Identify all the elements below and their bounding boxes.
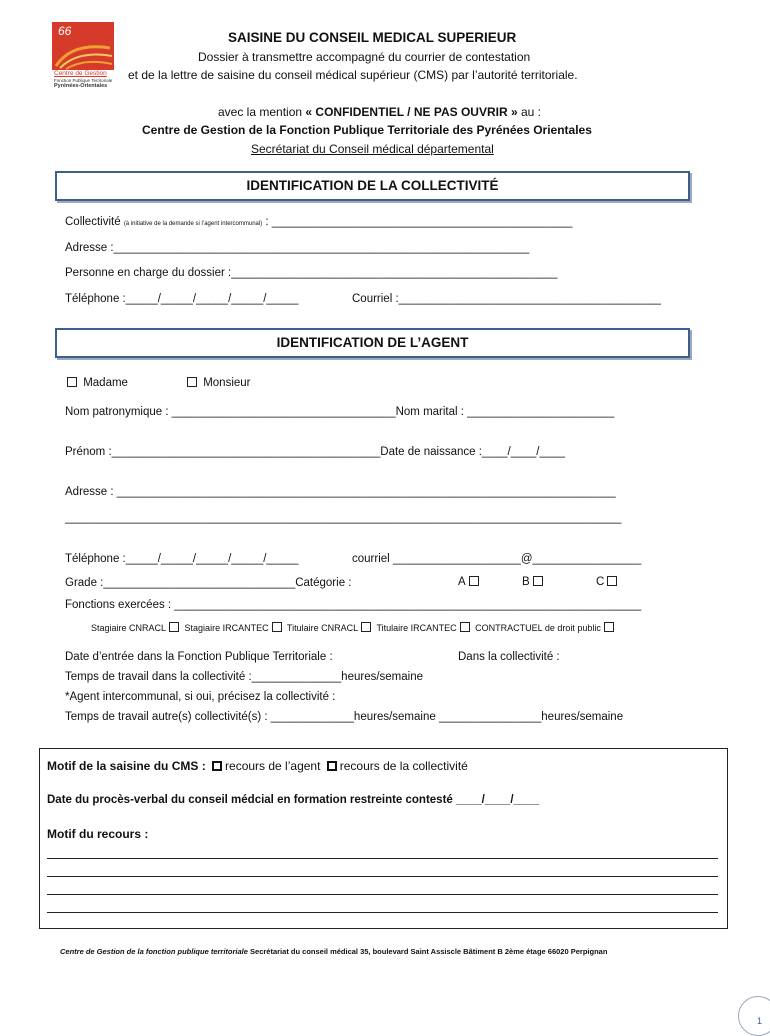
agent-adresse-field[interactable]: Adresse : ______________________________________________________________________________: [65, 486, 616, 498]
statut-stagiaire-ircantec[interactable]: Stagiaire IRCANTEC: [185, 623, 285, 633]
logo-subtitle: Fonction Publique Territoriale: [54, 78, 113, 83]
recours-collectivite-option[interactable]: recours de la collectivité: [324, 759, 468, 773]
logo-number: 66: [58, 24, 72, 38]
statut-options: [91, 622, 617, 633]
header-line-2: et de la lettre de saisine du conseil médical supérieur (CMS) par l’autorité territoriale.: [128, 68, 578, 82]
fonctions-field[interactable]: Fonctions exercées : _________________________________________________________________________: [65, 599, 642, 611]
categorie-a-option[interactable]: A: [458, 576, 482, 588]
statut-contractuel[interactable]: CONTRACTUEL de droit public: [475, 623, 617, 633]
header-line-4: Centre de Gestion de la Fonction Publique Territoriale des Pyrénées Orientales: [142, 123, 592, 137]
categorie-c-option[interactable]: C: [596, 576, 620, 588]
temps-travail-field[interactable]: Temps de travail dans la collectivité :______________heures/semaine: [65, 671, 424, 683]
recours-agent-option[interactable]: recours de l’agent: [209, 759, 320, 773]
collectivite-field[interactable]: Collectivité (à initiative de la demande si l’agent intercommunal) : _______________________________________________: [65, 216, 573, 228]
statut-stagiaire-cnracl[interactable]: Stagiaire CNRACL: [91, 623, 182, 633]
statut-titulaire-ircantec[interactable]: Titulaire IRCANTEC: [376, 623, 472, 633]
statut-checkbox[interactable]: [169, 622, 179, 632]
section-heading-collectivite: IDENTIFICATION DE LA COLLECTIVITÉ: [55, 171, 690, 201]
date-entree-collectivite-field[interactable]: Dans la collectivité :: [458, 651, 560, 663]
page-number-badge: 1: [738, 996, 770, 1036]
motif-saisine-row: Motif de la saisine du CMS : recours de l’agent recours de la collectivité: [47, 759, 468, 773]
motif-recours-label: Motif du recours :: [47, 827, 149, 841]
motif-recours-line[interactable]: [47, 876, 718, 877]
header-line-1: Dossier à transmettre accompagné du courrier de contestation: [198, 50, 531, 64]
categorie-b-checkbox[interactable]: [533, 576, 543, 586]
statut-checkbox[interactable]: [272, 622, 282, 632]
footer-address: Centre de Gestion de la fonction publique territoriale Secrétariat du conseil médical 35, boulevard Saint Assiscle Bâtiment B 2ème étage 66020 Perpignan: [60, 947, 608, 956]
collectivite-telephone-field[interactable]: Téléphone :_____/_____/_____/_____/_____: [65, 293, 299, 305]
date-pv-field[interactable]: Date du procès-verbal du conseil médcial en formation restreinte contesté ____/____/____: [47, 794, 540, 806]
madame-option[interactable]: Madame: [64, 377, 128, 389]
statut-checkbox[interactable]: [604, 622, 614, 632]
agent-adresse-line-2[interactable]: _______________________________________________________________________________________: [65, 512, 622, 524]
recours-agent-checkbox[interactable]: [212, 761, 222, 771]
madame-checkbox[interactable]: [67, 377, 77, 387]
temps-travail-autre-field[interactable]: Temps de travail autre(s) collectivité(s) : _____________heures/semaine ________________heures/semaine: [65, 711, 624, 723]
logo-region: Pyrénées-Orientales: [54, 83, 108, 89]
categorie-c-checkbox[interactable]: [607, 576, 617, 586]
cdg66-logo: [52, 22, 114, 90]
motif-recours-line[interactable]: [47, 912, 718, 913]
personne-en-charge-field[interactable]: Personne en charge du dossier :___________________________________________________: [65, 267, 558, 279]
monsieur-checkbox[interactable]: [187, 377, 197, 387]
collectivite-courriel-field[interactable]: Courriel :_________________________________________: [352, 293, 661, 305]
statut-titulaire-cnracl[interactable]: Titulaire CNRACL: [287, 623, 374, 633]
categorie-b-option[interactable]: B: [522, 576, 546, 588]
intercommunal-field[interactable]: *Agent intercommunal, si oui, précisez la collectivité :: [65, 691, 336, 703]
logo-title: Centre de Gestion: [54, 70, 107, 77]
monsieur-option[interactable]: Monsieur: [184, 377, 251, 389]
nom-field[interactable]: Nom patronymique : ___________________________________Nom marital : _______________________: [65, 406, 615, 418]
date-entree-fpt-field[interactable]: Date d’entrée dans la Fonction Publique Territoriale :: [65, 651, 333, 663]
grade-field[interactable]: Grade :______________________________Catégorie :: [65, 577, 352, 589]
header-line-5: Secrétariat du Conseil médical départemental: [251, 142, 494, 156]
agent-courriel-field[interactable]: courriel ____________________@_________________: [352, 553, 642, 565]
motif-recours-line[interactable]: [47, 894, 718, 895]
document-title: SAISINE DU CONSEIL MEDICAL SUPERIEUR: [228, 30, 517, 45]
section-heading-agent: IDENTIFICATION DE L’AGENT: [55, 328, 690, 358]
prenom-field[interactable]: Prénom :__________________________________________Date de naissance :____/____/____: [65, 446, 566, 458]
statut-checkbox[interactable]: [460, 622, 470, 632]
statut-checkbox[interactable]: [361, 622, 371, 632]
header-line-3: avec la mention « CONFIDENTIEL / NE PAS OUVRIR » au :: [218, 105, 542, 119]
categorie-a-checkbox[interactable]: [469, 576, 479, 586]
collectivite-adresse-field[interactable]: Adresse :_________________________________________________________________: [65, 242, 530, 254]
motif-recours-line[interactable]: [47, 858, 718, 859]
agent-telephone-field[interactable]: Téléphone :_____/_____/_____/_____/_____: [65, 553, 299, 565]
recours-collectivite-checkbox[interactable]: [327, 761, 337, 771]
